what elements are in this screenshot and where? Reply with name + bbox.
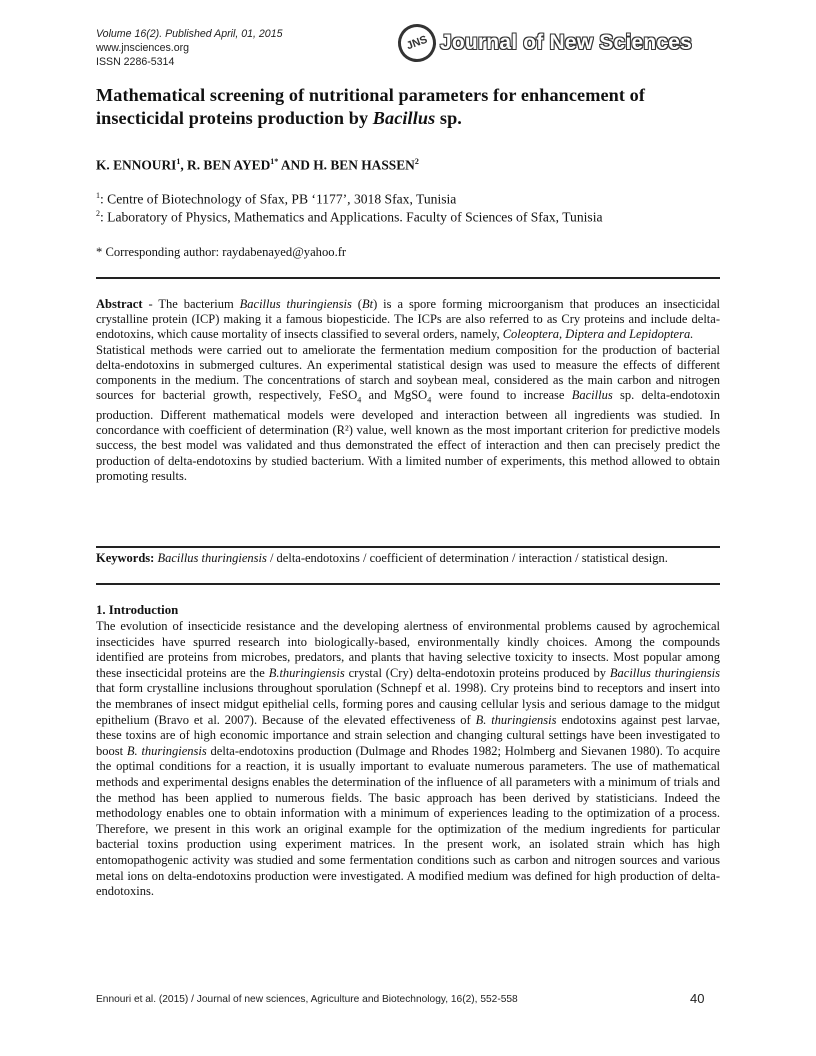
abstract [96, 297, 720, 484]
journal-website[interactable]: www.jnsciences.org [96, 42, 190, 54]
abstract-paragraph-2: Statistical methods were carried out to ameliorate the fermentation medium composition for the production of bacterial delta-endotoxins in submerged cultures. An experimental statistical design was used to measure the effects of different components in the medium. The concentrations of starch and soybean meal, considered as the main carbon and nitrogen sources for bacterial growth, respectively, FeSO$_4$ and MgSO$_4$ were found to increase Bacillus sp. delta-endotoxin production. Different mathematical models were developed and interaction between all ingredients was studied. In concordance with coefficient of determination (R²) value, well known as the most important criterion for predictive models success, the best model was validated and thus demonstrated the effect of interaction and then can precisely predict the production of delta-endotoxins by studied bacterium. With a limited number of experiments, this method allowed to obtain promoting results. [96, 342, 720, 483]
divider [96, 277, 720, 279]
footer-citation: Ennouri et al. (2015) / Journal of new sciences, Agriculture and Biotechnology, 16(2), 552-558 [96, 994, 518, 1005]
journal-name: Journal of New Sciences [440, 31, 693, 54]
journal-logo [398, 22, 692, 64]
section-heading: 1. Introduction [96, 603, 179, 617]
keywords: Keywords: Bacillus thuringiensis / delta-endotoxins / coefficient of determination / interaction / statistical design. [96, 551, 668, 565]
jns-badge-icon: JNS [393, 19, 442, 68]
author-list: K. ENNOURI$^1$, R. BEN $AYED^{1*}$ AND H. BEN HASSEN$^2$ [96, 157, 419, 173]
paper-title: Mathematical screening of nutritional parameters for enhancement of insecticidal proteins production by Bacillus sp. [96, 85, 646, 128]
affiliation-2: $^2$: Laboratory of Physics, Mathematics and Applications. Faculty of Sciences of Sfax, Tunisia [96, 209, 603, 225]
volume-info: Volume 16(2). Published April, 01, 2015 [96, 28, 283, 40]
introduction-text: The evolution of insecticide resistance and the developing alertness of environmental problems caused by agrochemical insecticides have spurred research into biologically-based, environmentally kindly choices. Among the compounds identified are proteins from microbes, predators, and plants that having selective toxicity to insects. Most popular among these insecticidal proteins are the B.thuringiensis crystal (Cry) delta-endotoxin proteins produced by Bacillus thuringiensis that form crystalline inclusions throughout sporulation (Schnepf et al. 1998). Cry proteins bind to receptors and insert into the membranes of insect midgut epithelial cells, forming pores and causing cellular lysis and serious damage to the midgut epithelium (Bravo et al. 2007). Because of the elevated effectiveness of B. thuringiensis endotoxins against pest larvae, these toxins are of high economic importance and strain selection and changing cultural settings have been investigated to boost B. thuringiensis delta-endotoxins production (Dulmage and Rhodes 1982; Holmberg and Sievanen 1980). To acquire the optimal conditions for a reaction, it is usually important to evaluate numerous parameters. The use of mathematical methods and experimental designs enables the determination of the influence of all parameters with a minimum of trials and the method has been applied to numerous fields. The basic approach has been derived by statisticians. Indeed the methodology enables one to obtain information with a minimum of experiences leading to the optimization of a process. Therefore, we present in this work an original example for the optimization of the medium ingredients for particular bacterial toxins production using experiment matrices. In the present work, an isolated strain which has high entomopathogenic activity was studied and some fermentation conditions such as carbon and nitrogen sources and various metal ions on delta-endotoxins production were investigated. A modified medium was defined for high production of delta-endotoxins. [96, 619, 721, 899]
corresponding-author: * Corresponding author: raydabenayed@yahoo.fr [96, 245, 347, 259]
affiliation-1: $^1$: Centre of Biotechnology of Sfax, PB ‘1177’, 3018 Sfax, Tunisia [96, 191, 457, 207]
journal-meta [96, 27, 282, 69]
journal-issn: ISSN 2286-5314 [96, 56, 175, 68]
abstract-paragraph-1: Abstract - The bacterium Bacillus thuringiensis (Bt) is a spore forming microorganism that produces an insecticidal crystalline protein (ICP) making it a famous biopesticide. The ICPs are also referred to as Cry proteins and include delta-endotoxins, which cause mortality of insects classified to several orders, namely, Coleoptera, Diptera and Lepidoptera. [96, 297, 720, 342]
page-number: 40 [690, 991, 705, 1006]
divider [96, 546, 720, 548]
divider [96, 583, 720, 585]
